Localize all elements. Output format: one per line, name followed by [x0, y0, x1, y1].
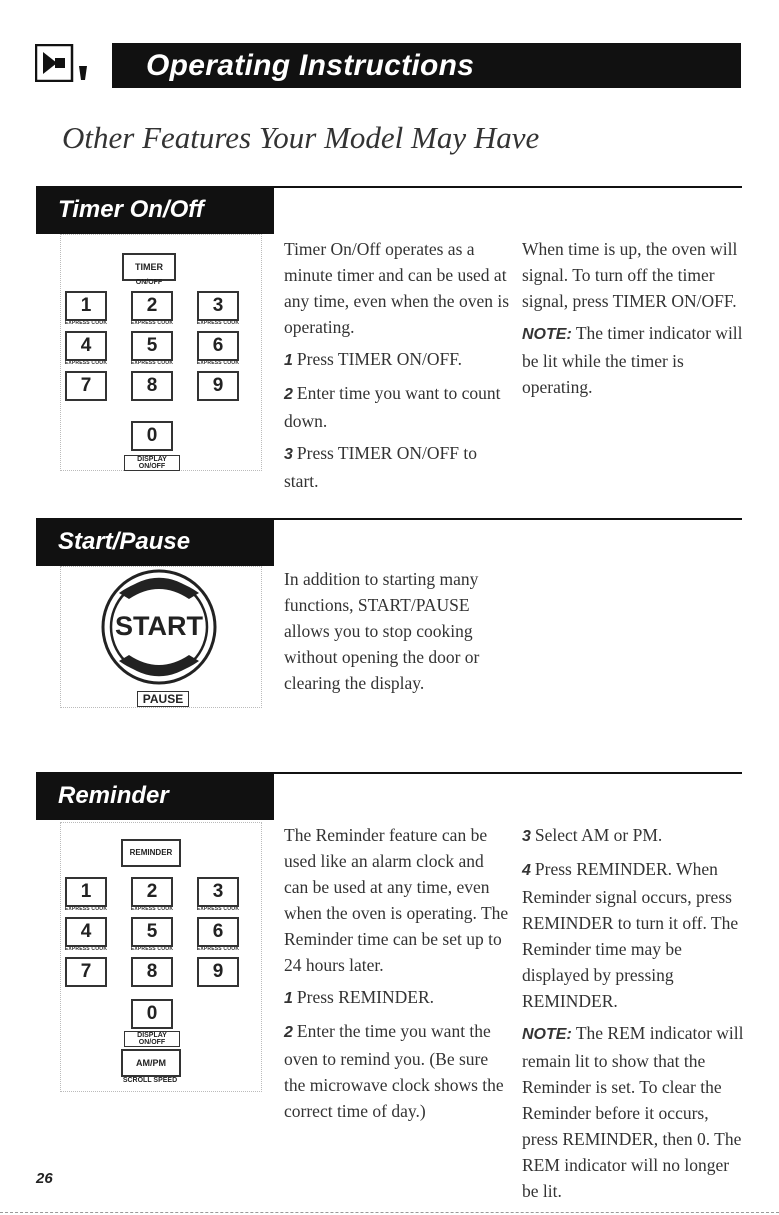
reminder-col2 — [522, 822, 747, 1204]
timer-keypad — [60, 234, 262, 471]
reminder-step-2: 2 Enter the time you want the oven to remind you. (Be sure the microwave clock shows the correct time of day.) — [284, 1021, 504, 1121]
key-4[interactable]: 4 — [65, 917, 107, 947]
key-2[interactable]: 2 — [131, 291, 173, 321]
section-header-timer — [36, 186, 274, 234]
timer-col2 — [522, 236, 747, 400]
key-8[interactable]: 8 — [131, 371, 173, 401]
start-button[interactable]: START — [115, 611, 203, 641]
express-cook-label: EXPRESS COOK — [64, 360, 108, 366]
ampm-key[interactable]: AM/PM — [121, 1049, 181, 1077]
section-rule — [274, 186, 742, 188]
key-5[interactable]: 5 — [131, 917, 173, 947]
scroll-speed-label: SCROLL SPEED — [122, 1077, 178, 1084]
reminder-step-4: 4 Press REMINDER. When Reminder signal occurs, press REMINDER to turn it off. The Reminder time may be displayed by pressing REMINDER. — [522, 859, 739, 1011]
section-title-timer: Timer On/Off — [58, 196, 204, 223]
reminder-note: NOTE: The REM indicator will remain lit to show that the Reminder is set. To clear the Reminder before it occurs, press REMINDER, then 0. The REM indicator will no longer be lit. — [522, 1023, 744, 1201]
reminder-step-1: 1 Press REMINDER. — [284, 987, 434, 1007]
display-onoff-label: DISPLAY ON/OFF — [124, 455, 180, 471]
page-subtitle: Other Features Your Model May Have — [62, 120, 540, 155]
key-0[interactable]: 0 — [131, 421, 173, 451]
section-header-reminder — [36, 772, 274, 820]
key-2[interactable]: 2 — [131, 877, 173, 907]
reminder-key[interactable]: REMINDER — [121, 839, 181, 867]
key-9[interactable]: 9 — [197, 371, 239, 401]
timer-onoff-label: ON/OFF — [135, 279, 163, 286]
express-cook-label: EXPRESS COOK — [64, 946, 108, 952]
section-rule — [274, 518, 742, 520]
express-cook-label: EXPRESS COOK — [196, 320, 240, 326]
start-keypad — [60, 566, 262, 708]
page-number: 26 — [36, 1170, 53, 1187]
express-cook-label: EXPRESS COOK — [64, 320, 108, 326]
key-1[interactable]: 1 — [65, 877, 107, 907]
timer-step-2: 2 Enter time you want to count down. — [284, 383, 501, 431]
express-cook-label: EXPRESS COOK — [196, 360, 240, 366]
express-cook-label: EXPRESS COOK — [130, 320, 174, 326]
pause-label: PAUSE — [137, 691, 189, 707]
section-title-start: Start/Pause — [58, 528, 191, 555]
key-6[interactable]: 6 — [197, 917, 239, 947]
express-cook-label: EXPRESS COOK — [196, 946, 240, 952]
section-title-reminder: Reminder — [58, 782, 169, 809]
timer-step-1: 1 Press TIMER ON/OFF. — [284, 349, 462, 369]
express-cook-label: EXPRESS COOK — [130, 360, 174, 366]
key-6[interactable]: 6 — [197, 331, 239, 361]
page-title: Operating Instructions — [146, 49, 475, 82]
express-cook-label: EXPRESS COOK — [130, 946, 174, 952]
display-onoff-label: DISPLAY ON/OFF — [124, 1031, 180, 1047]
express-cook-label: EXPRESS COOK — [64, 906, 108, 912]
timer-step-3: 3 Press TIMER ON/OFF to start. — [284, 443, 477, 491]
timer-note: NOTE: The timer indicator will be lit while the timer is operating. — [522, 323, 743, 397]
key-4[interactable]: 4 — [65, 331, 107, 361]
key-9[interactable]: 9 — [197, 957, 239, 987]
key-5[interactable]: 5 — [131, 331, 173, 361]
section-header-start — [36, 518, 274, 566]
reminder-intro: The Reminder feature can be used like an alarm clock and can be used at any time, even when the oven is operating. The Reminder time can be set up to 24 hours later. — [284, 825, 509, 975]
reminder-col1 — [284, 822, 509, 1124]
express-cook-label: EXPRESS COOK — [130, 906, 174, 912]
key-8[interactable]: 8 — [131, 957, 173, 987]
express-cook-label: EXPRESS COOK — [196, 906, 240, 912]
timer-col1 — [284, 236, 509, 494]
key-7[interactable]: 7 — [65, 371, 107, 401]
timer-key[interactable]: TIMER — [122, 253, 176, 281]
key-3[interactable]: 3 — [197, 877, 239, 907]
key-0[interactable]: 0 — [131, 999, 173, 1029]
key-1[interactable]: 1 — [65, 291, 107, 321]
reminder-keypad — [60, 822, 262, 1092]
key-3[interactable]: 3 — [197, 291, 239, 321]
key-7[interactable]: 7 — [65, 957, 107, 987]
footer-rule — [0, 1212, 779, 1214]
microwave-book-icon — [35, 44, 93, 82]
section-rule — [274, 772, 742, 774]
timer-intro: Timer On/Off operates as a minute timer and can be used at any time, even when the oven is operating. — [284, 239, 510, 337]
start-text: In addition to starting many functions, START/PAUSE allows you to stop cooking without opening the door or clearing the display. — [284, 569, 480, 693]
reminder-step-3: 3 Select AM or PM. — [522, 825, 663, 845]
timer-signal-text: When time is up, the oven will signal. To turn off the timer signal, press TIMER ON/OFF. — [522, 239, 738, 311]
